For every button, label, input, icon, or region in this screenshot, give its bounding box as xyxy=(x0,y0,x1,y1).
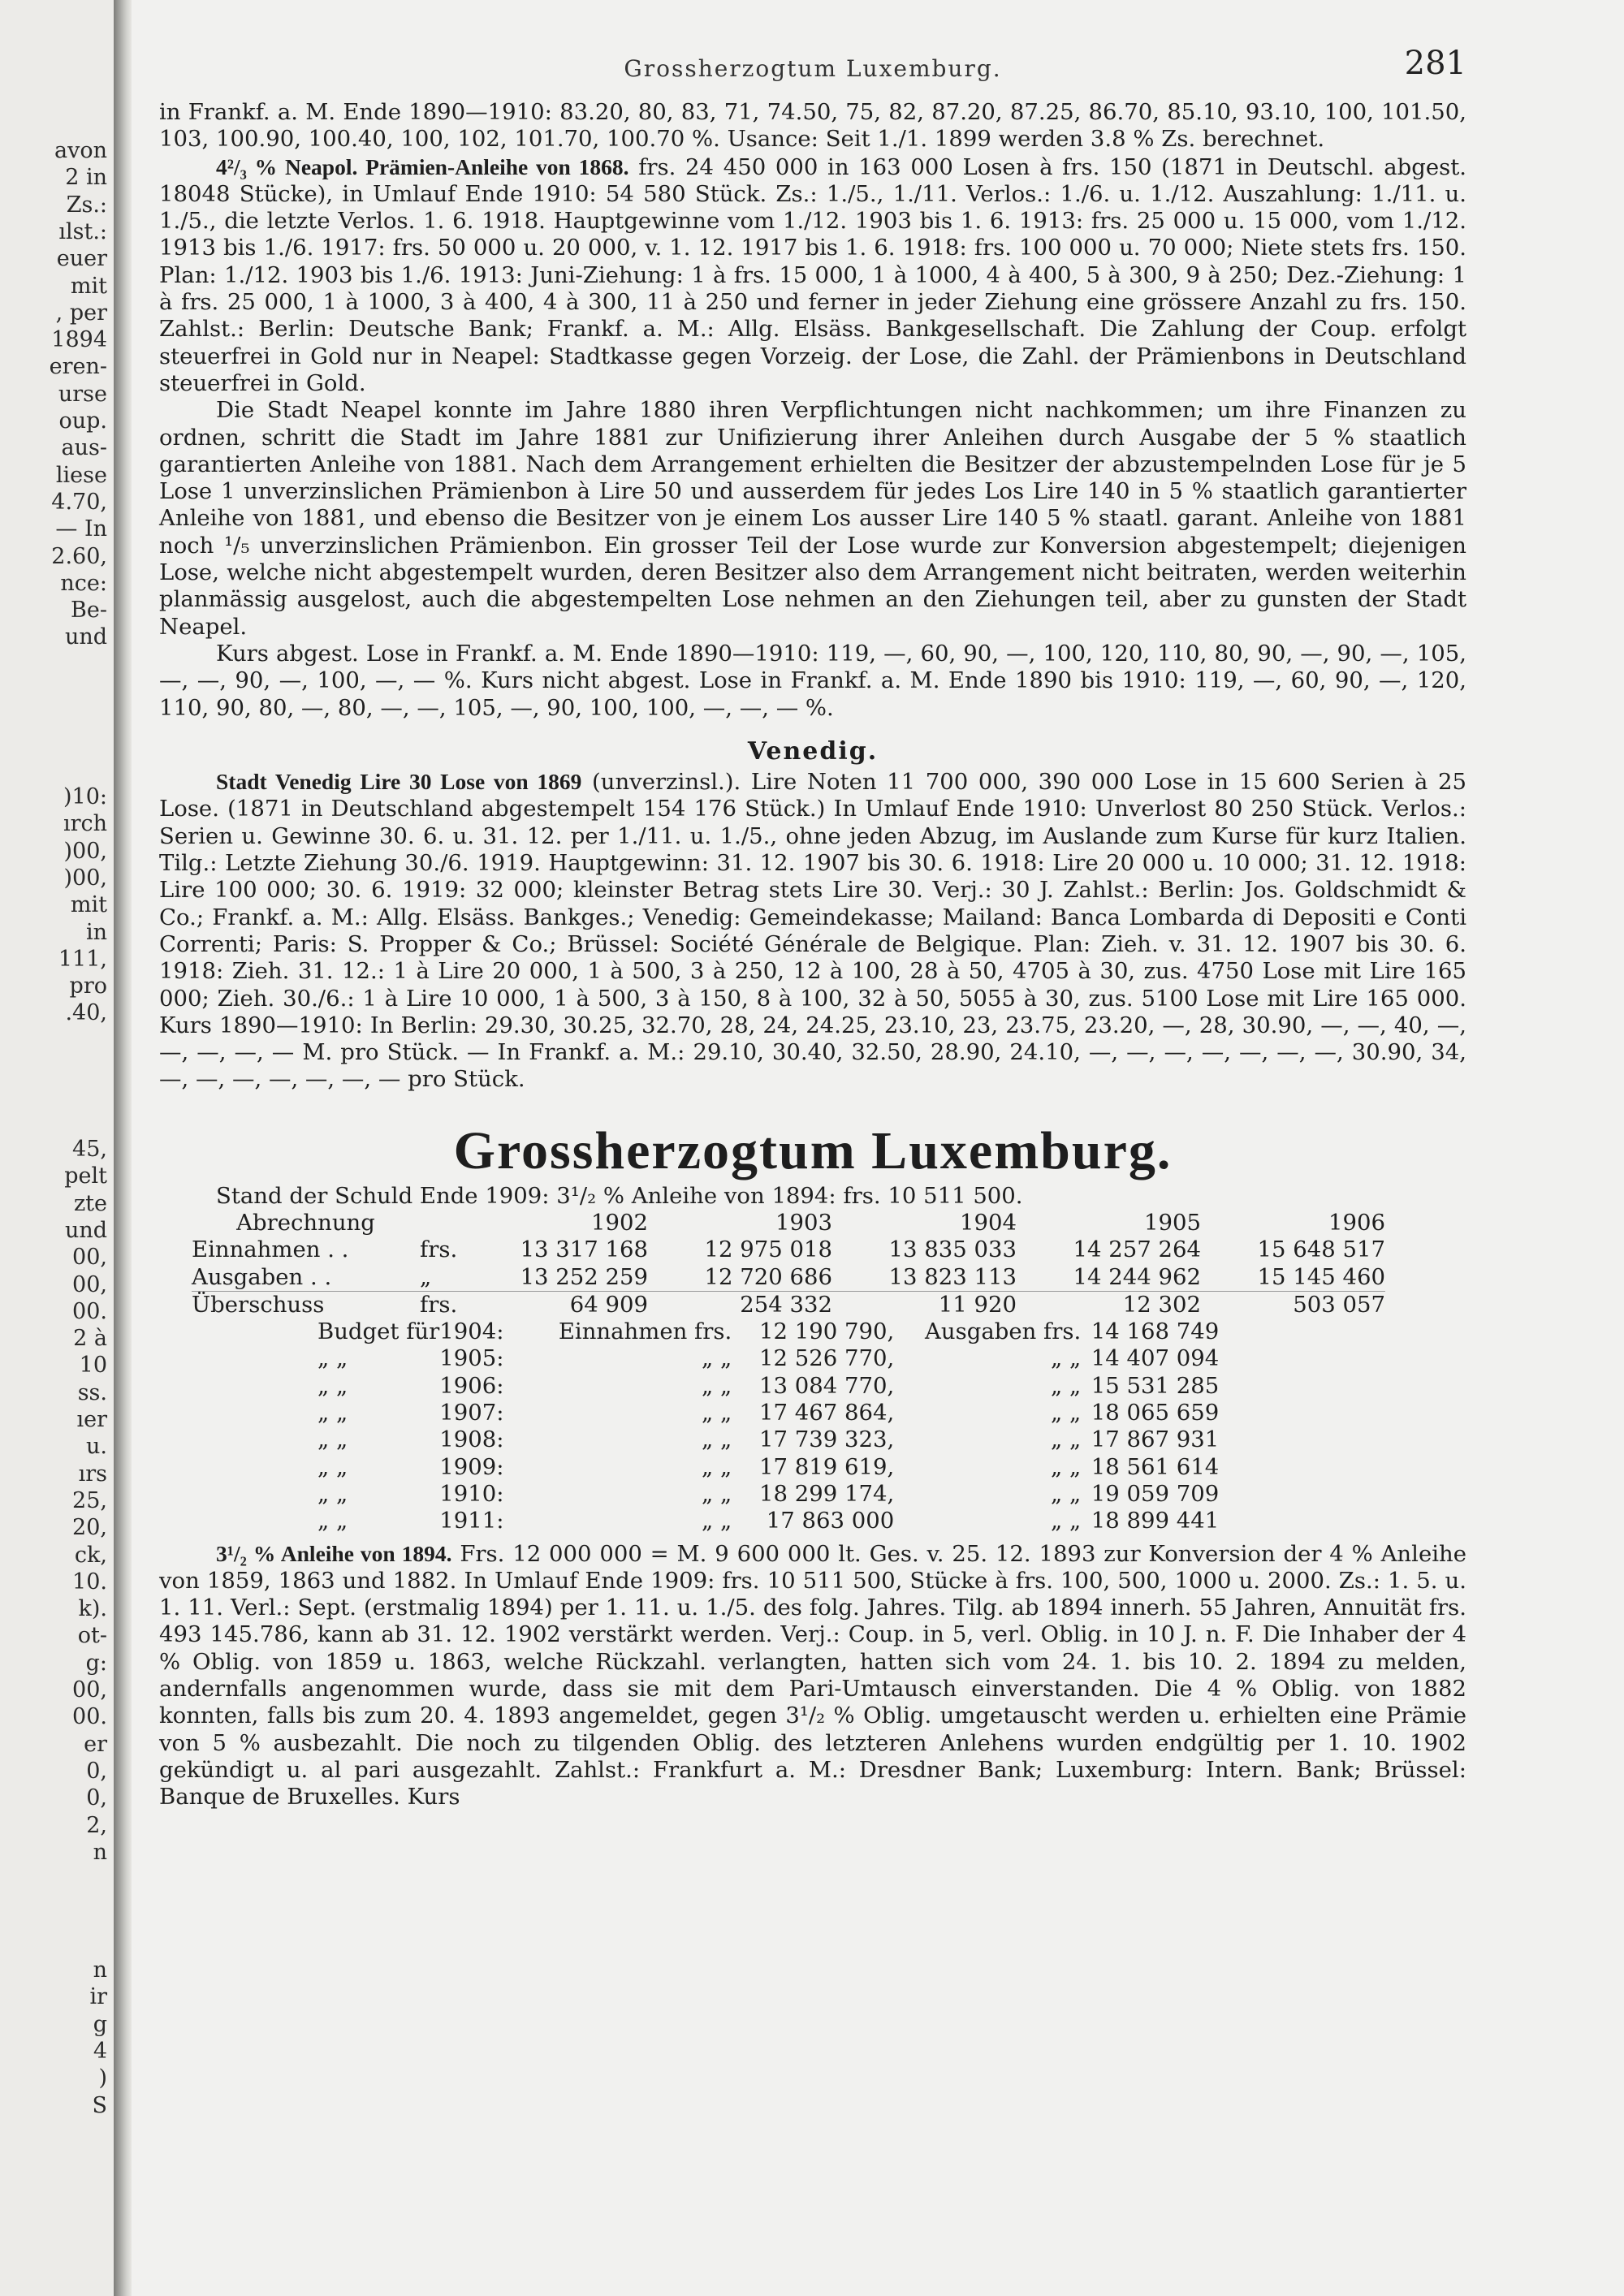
ausgaben-label: „ „ xyxy=(1050,1508,1082,1534)
row-label: Überschuss xyxy=(192,1291,325,1318)
ausgaben-value: 18 561 614 xyxy=(1091,1453,1220,1480)
header-label: Abrechnung xyxy=(236,1209,375,1236)
einnahmen-label: „ „ xyxy=(701,1345,732,1372)
margin-fragment: ss. xyxy=(77,1379,107,1405)
margin-fragment: 10 xyxy=(79,1353,107,1379)
margin-fragment: n xyxy=(93,1839,107,1865)
margin-fragment: ) xyxy=(98,2065,107,2091)
ausgaben-label: „ „ xyxy=(1050,1426,1082,1453)
margin-fragment: oup. xyxy=(58,408,107,434)
einnahmen-value: 12 526 770, xyxy=(759,1345,895,1372)
budget-row xyxy=(317,1318,1219,1345)
budget-year: 1908: xyxy=(439,1426,504,1453)
abrechnung-table xyxy=(192,1210,1385,1318)
einnahmen-value: 17 819 619, xyxy=(759,1453,895,1480)
ausgaben-value: 19 059 709 xyxy=(1091,1480,1220,1507)
margin-fragment: mit xyxy=(70,273,107,299)
margin-fragment: )00, xyxy=(63,838,107,864)
table-cell: 13 317 168 xyxy=(520,1236,649,1263)
margin-fragment: 2.60, xyxy=(51,543,107,569)
margin-fragment: zte xyxy=(73,1190,107,1216)
budget-year: 1906: xyxy=(439,1372,504,1399)
margin-fragment: ck, xyxy=(74,1542,107,1568)
table-cell: 13 252 259 xyxy=(520,1263,649,1290)
budget-year: 1911: xyxy=(439,1508,504,1534)
year-cell: 1902 xyxy=(591,1209,649,1236)
table-cell: 11 920 xyxy=(938,1291,1017,1318)
budget-row xyxy=(317,1426,1219,1453)
margin-fragment: liese xyxy=(55,462,107,488)
ausgaben-value: 18 065 659 xyxy=(1091,1400,1220,1426)
running-title: Grossherzogtum Luxemburg. xyxy=(624,55,1002,82)
einnahmen-label: „ „ xyxy=(701,1508,732,1534)
margin-fragment: avon xyxy=(54,138,107,163)
margin-fragment: u. xyxy=(86,1434,107,1460)
budget-year: 1904: xyxy=(439,1318,504,1345)
margin-fragment: Zs.: xyxy=(66,192,107,218)
table-header-row xyxy=(192,1210,1385,1236)
table-cell: 15 145 460 xyxy=(1257,1263,1385,1290)
einnahmen-label: „ „ xyxy=(701,1400,732,1426)
year-cell: 1904 xyxy=(960,1209,1017,1236)
budget-table xyxy=(317,1318,1219,1534)
budget-row xyxy=(317,1508,1219,1534)
ausgaben-label: „ „ xyxy=(1050,1480,1082,1507)
budget-year: 1905: xyxy=(439,1345,504,1372)
margin-fragment: )00, xyxy=(63,865,107,891)
anleihe-body: Frs. 12 000 000 = M. 9 600 000 lt. Ges. v. 25. 12. 1893 zur Konversion der 4 % Anleihe von 1859, 1863 und 1882. In Umlauf Ende 1909: frs. 10 511 500, Stücke à frs. 100, 500, 1000 u. 2000. Zs.: 1. 5. u. 1. 11. Verl.: Sept. (erstmalig 1894) per 1. 11. u. 1./5. des folg. Jahres. Tilg. ab 1894 innerh. 55 Jahren, Annuität frs. 493 145.786, kann ab 31. 12. 1902 verstärkt werden. Verj.: Coup. in 5, verl. Oblig. in 10 J. n. F. Die Inhaber der 4 % Oblig. von 1859 u. 1863, welche Rückzahl. verlangten, hatten sich vom 24. 1. bis 10. 2. 1894 zu melden, andernfalls angenommen wurde, dass sie mit dem Pari-Umtausch einverstanden. Die 4 % Oblig. von 1882 konnten, falls bis zum 20. 4. 1893 angemeldet, gegen 3¹/₂ % Oblig. umgetauscht werden u. erhielten eine Prämie von 5 % ausbezahlt. Die noch zu tilgenden Oblig. des letzteren Anlehens wurden endgültig per 1. 10. 1902 gekündigt u. al pari ausgezahlt. Zahlst.: Frankfurt a. M.: Dresdner Bank; Luxemburg: Intern. Bank; Brüssel: Banque de Bruxelles. Kurs xyxy=(159,1540,1466,1810)
margin-fragment: ıer xyxy=(76,1407,107,1432)
ausgaben-value: 17 867 931 xyxy=(1091,1426,1220,1453)
table-cell: 15 648 517 xyxy=(1257,1236,1385,1263)
margin-fragment: ırs xyxy=(78,1461,107,1487)
ausgaben-value: 14 407 094 xyxy=(1091,1345,1220,1372)
budget-prefix: „ „ xyxy=(317,1480,348,1507)
margin-fragment: )10: xyxy=(63,784,107,809)
venedig-entry xyxy=(159,768,1466,1094)
margin-fragment: 10. xyxy=(72,1569,107,1595)
einnahmen-value: 17 739 323, xyxy=(759,1426,895,1453)
margin-fragment: 00, xyxy=(72,1271,107,1297)
einnahmen-label: „ „ xyxy=(701,1372,732,1399)
einnahmen-label: „ „ xyxy=(701,1480,732,1507)
budget-row xyxy=(317,1454,1219,1481)
einnahmen-value: 12 190 790, xyxy=(759,1318,895,1345)
book-gutter xyxy=(114,0,132,2296)
neapel-title: 4²/₃ % Neapol. Prämien-Anleihe von 1868. xyxy=(216,153,629,179)
year-cell: 1906 xyxy=(1328,1209,1385,1236)
row-label: Einnahmen . . xyxy=(192,1236,349,1263)
row-unit: frs. xyxy=(420,1291,458,1318)
margin-fragment: 00, xyxy=(72,1245,107,1271)
margin-fragment: urse xyxy=(58,381,107,407)
margin-fragment: g: xyxy=(85,1650,107,1676)
margin-fragment: 25, xyxy=(72,1487,107,1513)
ausgaben-value: 18 899 441 xyxy=(1091,1508,1220,1534)
budget-row xyxy=(317,1345,1219,1372)
venedig-body: (unverzinsl.). Lire Noten 11 700 000, 390 000 Lose in 15 600 Serien à 25 Lose. (1871 in Deutschland abgestempelt 154 176 Stück.) In Umlauf Ende 1910: Unverlost 80 250 Stück. Verlos.: Serien u. Gewinne 30. 6. u. 31. 12. per 1./11. u. 1./5., ohne jeden Abzug, im Auslande zum Kurse für kurz Italien. Tilg.: Letzte Ziehung 30./6. 1919. Hauptgewinn: 31. 12. 1907 bis 30. 6. 1918: Lire 20 000 u. 10 000; 31. 12. 1918: Lire 100 000; 30. 6. 1919: 32 000; kleinster Betrag stets Lire 30. Verj.: 30 J. Zahlst.: Berlin: Jos. Goldschmidt & Co.; Frankf. a. M.: Allg. Elsäss. Bankges.; Venedig: Gemeindekasse; Mailand: Banca Lombarda di Depositi e Conti Correnti; Paris: S. Propper & Co.; Brüssel: Société Générale de Belgique. Plan: Zieh. v. 31. 12. 1907 bis 30. 6. 1918: Zieh. 31. 12.: 1 à Lire 20 000, 1 à 500, 3 à 250, 12 à 100, 28 à 50, 4705 à 30, zus. 4750 Lose mit Lire 165 000; Zieh. 30./6.: 1 à Lire 10 000, 1 à 500, 3 à 150, 8 à 100, 32 à 50, 5055 à 30, zus. 5100 Lose mit Lire 165 000. Kurs 1890—1910: In Berlin: 29.30, 30.25, 32.70, 28, 24, 24.25, 23.10, 23, 23.75, 23.20, —, 28, 30.90, —, —, 40, —, —, —, —, — M. pro Stück. — In Frankf. a. M.: 29.10, 30.40, 32.50, 28.90, 24.10, —, —, —, —, —, —, —, 30.90, 34, —, —, —, —, —, —, — pro Stück. xyxy=(159,769,1466,1093)
budget-year: 1910: xyxy=(439,1480,504,1507)
margin-fragment: pro xyxy=(69,973,107,999)
anleihe-title: 3¹/₂ % Anleihe von 1894. xyxy=(216,1540,452,1566)
margin-fragment: in xyxy=(85,919,107,945)
luxemburg-stand: Stand der Schuld Ende 1909: 3¹/₂ % Anleihe von 1894: frs. 10 511 500. xyxy=(216,1182,1023,1209)
ausgaben-label: „ „ xyxy=(1050,1345,1082,1372)
margin-fragment: und xyxy=(64,1217,107,1243)
margin-fragment: nce: xyxy=(60,570,107,596)
anleihe-1894-entry xyxy=(159,1540,1466,1811)
margin-fragment: er xyxy=(84,1731,107,1757)
margin-fragment: 0, xyxy=(86,1785,107,1811)
row-unit: „ xyxy=(420,1263,432,1290)
page-number: 281 xyxy=(1404,45,1466,82)
table-row xyxy=(192,1236,1385,1263)
budget-prefix: Budget für xyxy=(317,1318,440,1345)
margin-fragment: 4.70, xyxy=(51,489,107,515)
venedig-title: Stadt Venedig Lire 30 Lose von 1869 xyxy=(216,769,582,795)
venedig-heading: Venedig. xyxy=(747,736,879,766)
neapel-history-paragraph: Die Stadt Neapel konnte im Jahre 1880 ihren Verpflichtungen nicht nachkommen; um ihre Finanzen zu ordnen, schritt die Stadt im Jahre 1881 zur Unifizierung ihrer Anleihen durch Ausgabe der 5 % staatlich garantierten Anleihe von 1881. Nach dem Arrangement erhielten die Besitzer der abzustempelnden Lose für je 5 Lose 1 unverzinslichen Prämienbon à Lire 50 und ausserdem für jedes Los Lire 140 in 5 % staatlich garantierter Anleihe von 1881, und ebenso die Besitzer von je einem Los ausser Lire 140 5 % staatl. garant. Anleihe von 1881 noch ¹/₅ unverzinslichen Prämienbon. Ein grosser Teil der Lose wurde zur Konversion abgestempelt; diejenigen Lose, welche nicht abgestempelt wurden, deren Besitzer also dem Arrangement nicht beitraten, werden weiterhin planmässig ausgelost, auch die abgestempelten Lose nehmen an den Ziehungen teil, aber zu gunsten der Stadt Neapel. xyxy=(159,397,1466,640)
table-cell: 254 332 xyxy=(740,1291,833,1318)
margin-fragment: 4 xyxy=(93,2038,107,2064)
ausgaben-label: „ „ xyxy=(1050,1400,1082,1426)
budget-row xyxy=(317,1481,1219,1508)
ausgaben-value: 14 168 749 xyxy=(1091,1318,1220,1345)
margin-fragment: mit xyxy=(70,892,107,918)
row-label: Ausgaben . . xyxy=(192,1263,332,1290)
budget-row xyxy=(317,1373,1219,1400)
year-cell: 1905 xyxy=(1143,1209,1201,1236)
margin-fragment: g xyxy=(93,2011,107,2037)
table-cell: 503 057 xyxy=(1293,1291,1385,1318)
table-row xyxy=(192,1264,1385,1292)
margin-fragment: pelt xyxy=(64,1163,107,1189)
margin-fragment: k). xyxy=(78,1596,107,1622)
budget-prefix: „ „ xyxy=(317,1453,348,1480)
margin-fragment: 20, xyxy=(72,1515,107,1541)
neapel-body: frs. 24 450 000 in 163 000 Losen à frs. 150 (1871 in Deutschl. abgest. 18048 Stücke), in Umlauf Ende 1910: 54 580 Stück. Zs.: 1./5., 1./11. Verlos.: 1./6. u. 1./12. Auszahlung: 1./11. u. 1./5., die letzte Verlos. 1. 6. 1918. Hauptgewinne vom 1./12. 1903 bis 1. 6. 1913: frs. 25 000 u. 15 000, vom 1./12. 1913 bis 1./6. 1917: frs. 50 000 u. 20 000, v. 1. 12. 1917 bis 1. 6. 1918: frs. 100 000 u. 70 000; Niete stets frs. 150. Plan: 1./12. 1903 bis 1./6. 1913: Juni-Ziehung: 1 à frs. 15 000, 1 à 1000, 4 à 400, 5 à 300, 9 à 250; Dez.-Ziehung: 1 à frs. 25 000, 1 à 1000, 3 à 400, 4 à 300, 11 à 250 und ferner in jeder Ziehung eine grössere Anzahl zu frs. 150. Zahlst.: Berlin: Deutsche Bank; Frankf. a. M.: Allg. Elsäss. Bankgesellschaft. Die Zahlung der Coup. erfolgt steuerfrei in Gold nur in Neapel: Stadtkasse gegen Vorzeig. der Lose, die Zahl. der Prämienbons in Deutschland steuerfrei in Gold. xyxy=(159,153,1466,396)
margin-fragment: euer xyxy=(56,246,107,272)
margin-fragment: 00, xyxy=(72,1677,107,1703)
adjacent-page-margin xyxy=(0,0,114,2296)
table-row xyxy=(192,1291,1385,1318)
row-unit: frs. xyxy=(420,1236,458,1263)
einnahmen-value: 13 084 770, xyxy=(759,1372,895,1399)
einnahmen-value: 17 467 864, xyxy=(759,1400,895,1426)
ausgaben-label: Ausgaben frs. xyxy=(925,1318,1082,1345)
page xyxy=(159,45,1466,1811)
margin-fragment: aus- xyxy=(61,435,107,461)
margin-fragment: Be- xyxy=(71,598,107,624)
margin-fragment: ot- xyxy=(77,1623,107,1649)
margin-fragment: 2 in xyxy=(65,165,107,191)
margin-fragment: ılst.: xyxy=(58,218,107,244)
table-cell: 13 823 113 xyxy=(888,1263,1017,1290)
margin-fragment: und xyxy=(64,624,107,650)
table-cell: 12 975 018 xyxy=(704,1236,833,1263)
neapel-entry xyxy=(159,153,1466,398)
budget-year: 1909: xyxy=(439,1453,504,1480)
margin-fragment: 00. xyxy=(72,1704,107,1730)
einnahmen-label: „ „ xyxy=(701,1426,732,1453)
table-cell: 14 257 264 xyxy=(1073,1236,1201,1263)
margin-fragment: n xyxy=(93,1957,107,1983)
table-cell: 64 909 xyxy=(569,1291,649,1318)
einnahmen-value: 18 299 174, xyxy=(759,1480,895,1507)
neapel-kurs-paragraph: Kurs abgest. Lose in Frankf. a. M. Ende 1890—1910: 119, —, 60, 90, —, 100, 120, 110, 80, 90, —, 90, —, 105, —, —, 90, —, 100, —, — %. Kurs nicht abgest. Lose in Frankf. a. M. Ende 1890 bis 1910: 119, —, 60, 90, —, 120, 110, 90, 80, —, 80, —, —, 105, —, 90, 100, 100, —, —, — %. xyxy=(159,640,1466,721)
budget-prefix: „ „ xyxy=(317,1345,348,1372)
frankfurt-kurs-paragraph: in Frankf. a. M. Ende 1890—1910: 83.20, 80, 83, 71, 74.50, 75, 82, 87.20, 87.25, 86.70, 85.10, 93.10, 100, 101.50, 103, 100.90, 100.40, 100, 102, 101.70, 100.70 %. Usance: Seit 1./1. 1899 werden 3.8 % Zs. berechnet. xyxy=(159,99,1466,153)
budget-prefix: „ „ xyxy=(317,1372,348,1399)
margin-fragment: ırch xyxy=(63,811,107,837)
einnahmen-label: Einnahmen frs. xyxy=(558,1318,732,1345)
margin-fragment: eren- xyxy=(49,354,107,380)
einnahmen-label: „ „ xyxy=(701,1453,732,1480)
ausgaben-label: „ „ xyxy=(1050,1453,1082,1480)
margin-fragment: 1894 xyxy=(51,327,107,353)
budget-row xyxy=(317,1400,1219,1426)
margin-fragment: — In xyxy=(55,516,107,542)
budget-prefix: „ „ xyxy=(317,1400,348,1426)
luxemburg-title: Grossherzogtum Luxemburg. xyxy=(453,1120,1173,1180)
running-header xyxy=(159,45,1466,99)
einnahmen-value: 17 863 000 xyxy=(766,1508,895,1534)
margin-fragment: 111, xyxy=(58,946,107,972)
budget-year: 1907: xyxy=(439,1400,504,1426)
ausgaben-value: 15 531 285 xyxy=(1091,1372,1220,1399)
margin-fragment: 00. xyxy=(72,1298,107,1324)
table-cell: 14 244 962 xyxy=(1073,1263,1201,1290)
margin-fragment: 2, xyxy=(86,1812,107,1838)
margin-fragment: S xyxy=(92,2092,107,2118)
margin-fragment: .40, xyxy=(65,1000,107,1026)
table-cell: 12 720 686 xyxy=(704,1263,833,1290)
table-cell: 13 835 033 xyxy=(888,1236,1017,1263)
margin-fragment: 2 à xyxy=(73,1326,107,1352)
budget-prefix: „ „ xyxy=(317,1426,348,1453)
budget-prefix: „ „ xyxy=(317,1508,348,1534)
margin-fragment: 45, xyxy=(72,1137,107,1162)
table-cell: 12 302 xyxy=(1122,1291,1201,1318)
margin-fragment: ir xyxy=(89,1984,107,2010)
margin-fragment: , per xyxy=(55,300,107,326)
ausgaben-label: „ „ xyxy=(1050,1372,1082,1399)
margin-fragment: 0, xyxy=(86,1758,107,1784)
year-cell: 1903 xyxy=(775,1209,833,1236)
